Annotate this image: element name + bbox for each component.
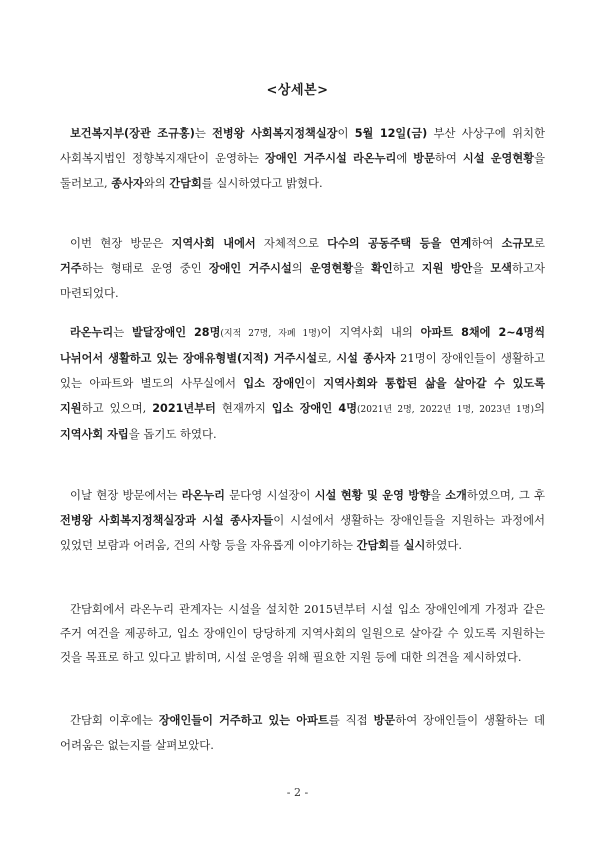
body-text: 를 직접: [328, 713, 374, 727]
emphasis-text: 라온누리: [70, 326, 114, 339]
emphasis-text: 5월 12일(금): [354, 127, 428, 140]
emphasis-text: 지역사회 내에서: [171, 237, 256, 250]
emphasis-text: 운영현황: [309, 262, 354, 275]
paragraph-2: [60, 231, 545, 305]
body-text: 문다영 시설장이: [224, 488, 315, 502]
body-text: 하고 있으며,: [81, 401, 153, 415]
body-text: 하는 형태로 운영 중인: [81, 261, 209, 275]
body-text: 를 실시하였다고 밝혔다.: [201, 176, 323, 190]
body-text: (지적 27명, 자폐 1명): [220, 329, 321, 339]
body-text: 하고자 마련되었다.: [60, 261, 546, 300]
body-text: 을: [430, 488, 446, 502]
emphasis-text: 전병왕 사회복지정책실장: [212, 127, 338, 140]
emphasis-text: 2021년부터: [152, 402, 216, 415]
body-text: 이 시설에서 생활하는 장애인들을 지원하는 과정에서 있었던 보람과 어려움, 건의 사항 등을 자유롭게 이야기하는: [60, 513, 545, 552]
emphasis-text: 모색: [490, 262, 512, 275]
emphasis-text: 입소 장애인: [243, 377, 305, 390]
body-text: 와의: [143, 176, 170, 190]
emphasis-text: 시설 운영현황: [462, 152, 534, 165]
emphasis-text: 발달장애인 28명: [131, 326, 221, 339]
body-text: 21명이 장애인들이 생활하고 있는 아파트와 별도의 사무실에서: [60, 351, 545, 390]
body-text: 이: [304, 376, 324, 390]
body-text: 을: [353, 261, 372, 275]
emphasis-text: 종사자: [111, 177, 144, 190]
emphasis-text: 지역사회와 통합된 삶을 살아갈 수 있도록 지원: [60, 377, 546, 415]
page-number: - 2 -: [286, 786, 309, 799]
body-text: 자체적으로: [255, 236, 328, 250]
body-text: 하여 장애인들이 생활하는 데 어려움은 없는지를 살펴보았다.: [60, 713, 545, 752]
emphasis-text: 거주: [60, 262, 82, 275]
emphasis-text: 입소 장애인 4명: [271, 402, 358, 415]
body-text: 를: [389, 538, 404, 552]
body-text: 하였으며, 그 후: [466, 488, 545, 502]
paragraph-5: [60, 597, 545, 669]
emphasis-text: 간담회: [356, 539, 390, 552]
emphasis-text: 시설 현황 및 운영 방향: [314, 489, 430, 502]
body-text: 이 지역사회 내의: [320, 325, 421, 339]
emphasis-text: 지원 방안: [421, 262, 473, 275]
body-text: 부산 사상구에 위치한 사회복지법인 정향복지재단이 운영하는: [60, 126, 545, 165]
body-text: 을 돕기도 하였다.: [128, 427, 217, 441]
emphasis-text: 전병왕 사회복지정책실장과 시설 종사자들: [60, 514, 274, 527]
paragraph-6: [60, 708, 545, 757]
emphasis-text: 확인: [371, 262, 393, 275]
body-text: 의: [291, 261, 310, 275]
paragraph-4: [60, 483, 545, 558]
body-text: 의: [534, 401, 546, 415]
body-text: 현재까지: [215, 401, 272, 415]
body-text: 하여: [471, 236, 502, 250]
emphasis-text: 장애인 거주시설 라온누리: [264, 152, 397, 165]
body-text: 간담회에서 라온누리 관계자는 시설을 설치한 2015년부터 시설 입소 장애인에게 가정과 같은 주거 여건을 제공하고, 입소 장애인이 당당하게 지역사회의 일원으로 살아갈 수 있도록 지원하는 것을 목표로 하고 있다고 밝히며, 시설 운영을 위해 필요한 지원 등에 대한 의견을 제시하였다.: [60, 602, 545, 664]
emphasis-text: 보건복지부(장관 조규홍): [70, 127, 195, 140]
emphasis-text: 라온누리: [181, 489, 225, 502]
body-text: 간담회 이후에는: [70, 713, 159, 727]
emphasis-text: 장애인들이 거주하고 있는 아파트: [158, 714, 329, 727]
emphasis-text: 소개: [445, 489, 467, 502]
body-text: 을 둘러보고,: [60, 151, 545, 190]
emphasis-text: 방문: [413, 152, 435, 165]
body-text: 을: [472, 261, 491, 275]
emphasis-text: 다수의 공동주택 등을 연계: [327, 237, 472, 250]
paragraph-3: [60, 320, 545, 447]
body-text: 로: [533, 236, 545, 250]
emphasis-text: 방문: [373, 714, 396, 727]
emphasis-text: 소규모: [501, 237, 534, 250]
body-text: 이: [337, 126, 355, 140]
body-text: 로,: [317, 351, 337, 365]
body-text: 에: [396, 151, 414, 165]
emphasis-text: 지역사회 자립: [60, 428, 129, 441]
emphasis-text: 시설 종사자: [336, 352, 396, 365]
body-text: 이날 현장 방문에서는: [70, 488, 182, 502]
body-text: 는: [113, 325, 132, 339]
body-text: 하고: [392, 261, 422, 275]
emphasis-text: 실시: [403, 539, 426, 552]
body-text: 는: [194, 126, 213, 140]
emphasis-text: 아파트 8채에 2~4명씩 나뉘어서 생활하고 있는 장애유형별(지적) 거주시설: [60, 326, 546, 365]
emphasis-text: 간담회: [169, 177, 202, 190]
body-text: 하였다.: [425, 538, 462, 552]
paragraph-1: [60, 121, 545, 196]
body-text: (2021년 2명, 2022년 1명, 2023년 1명): [357, 405, 534, 415]
emphasis-text: 장애인 거주시설: [208, 262, 292, 275]
body-text: 이번 현장 방문은: [70, 236, 172, 250]
document-title: <상세본>: [266, 83, 329, 98]
body-text: 하여: [434, 151, 463, 165]
